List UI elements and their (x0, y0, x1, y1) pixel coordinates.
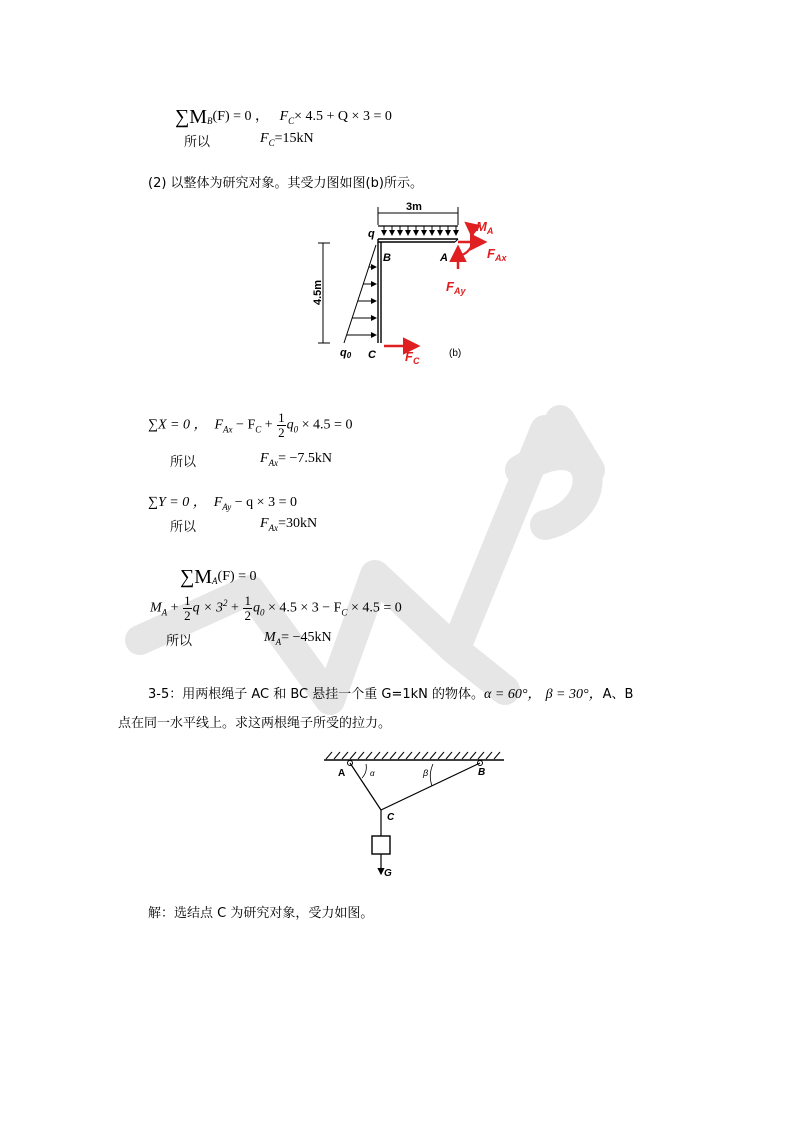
equation-sum-x-line: ∑X = 0 ， $F_{Ax} - F_C$ + $\frac{1}{2}$ $q_0 \times 4.5 = 0$ (148, 410, 353, 440)
figure-rope-suspension (320, 748, 510, 883)
svg-text:B: B (478, 767, 486, 778)
equation-moment-a-expanded: $M_A$ + $\frac{1}{2}$ $q \times 3^2$ + $\frac{1}{2}$ $q_0 \times 4.5 \times 3 - F_C \times 4.5 = 0$ (150, 593, 402, 623)
paragraph-whole-body: (2) 以整体为研究对象。其受力图如图(b)所示。 (148, 176, 423, 191)
svg-text:FAy: $F_{Ay}$ (446, 279, 466, 296)
result-fay: $F_{Ax}=30kN$ (260, 516, 318, 533)
dim-top-label: 3m (406, 201, 422, 213)
problem-line-2: 点在同一水平线上。求这两根绳子所受的拉力。 (118, 716, 392, 731)
result-label: 所以 (166, 634, 193, 649)
equation-moment-b: $\sum M_B(F) = 0$ ， $F_C\times 4.5 + Q \times 3 = 0$ (175, 106, 392, 128)
svg-text:A: A (440, 252, 448, 264)
problem-line-1: 3-5：用两根绳子 AC 和 BC 悬挂一个重 G=1kN 的物体。α = 60°， β = 30°，A、B (148, 687, 634, 702)
svg-text:FC: $F_C$ (405, 349, 420, 366)
dim-left-label: 4.5m (312, 279, 324, 305)
svg-text:C: C (387, 812, 395, 823)
svg-text:q0: q0 (340, 347, 352, 360)
equation-moment-a: $\sum M_A(F) = 0$ (180, 566, 257, 588)
svg-text:β: β (423, 768, 429, 778)
svg-text:B: B (383, 252, 391, 264)
svg-text:A: A (338, 768, 346, 779)
result-fc: $F_C=15kN$ (260, 131, 314, 148)
svg-text:q: q (368, 228, 375, 240)
result-label: 所以 (170, 520, 197, 535)
result-label: 所以 (184, 135, 211, 150)
svg-text:G: G (384, 868, 392, 879)
svg-text:C: C (368, 349, 376, 361)
svg-text:MA: $M_A$ (476, 219, 494, 236)
solution-text: 解：选结点 C 为研究对象，受力如图。 (148, 906, 374, 921)
result-label: 所以 (170, 455, 197, 470)
result-ma: $M_A= -45kN$ (264, 630, 332, 647)
figure-b-frame-diagram (300, 195, 530, 375)
equation-sum-y: ∑Y = 0 ， $F_{Ay} - q \times 3 = 0$ (148, 495, 297, 512)
figure-b-caption: (b) (449, 348, 462, 359)
svg-text:α: α (370, 769, 375, 778)
svg-text:FAx: $F_{Ax}$ (487, 246, 507, 263)
result-fax: $F_{Ax}= -7.5kN$ (260, 451, 332, 468)
